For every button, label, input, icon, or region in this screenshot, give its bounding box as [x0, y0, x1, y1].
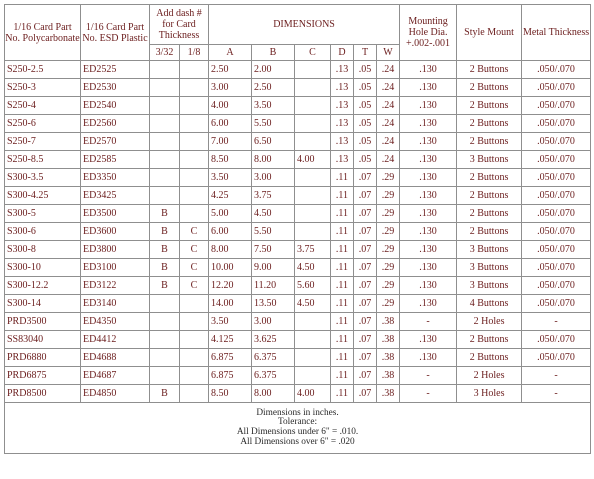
part-esd-cell: ED2560	[81, 115, 150, 133]
dim-d-cell: .11	[331, 223, 354, 241]
table-row	[5, 187, 591, 205]
metal-thickness-cell: -	[522, 385, 591, 403]
mounting-hole-cell: -	[400, 367, 457, 385]
mounting-hole-cell: -	[400, 385, 457, 403]
table-row	[5, 349, 591, 367]
dim-w-cell: .29	[377, 259, 400, 277]
dim-w-cell: .29	[377, 241, 400, 259]
dim-d-cell: .11	[331, 205, 354, 223]
table-row	[5, 331, 591, 349]
dim-d-cell: .13	[331, 151, 354, 169]
footnote-tolerance-over: All Dimensions over 6" = .020	[240, 436, 355, 447]
mounting-hole-cell: .130	[400, 349, 457, 367]
part-esd-cell: ED4688	[81, 349, 150, 367]
dim-d-cell: .11	[331, 259, 354, 277]
dim-t-cell: .07	[354, 277, 377, 295]
style-mount-cell: 3 Buttons	[457, 241, 522, 259]
dash-3-32-cell	[150, 313, 180, 331]
dim-a-cell: 4.125	[209, 331, 252, 349]
dim-t-cell: .07	[354, 295, 377, 313]
part-esd-cell: ED3122	[81, 277, 150, 295]
style-mount-cell: 3 Buttons	[457, 259, 522, 277]
dim-w-cell: .38	[377, 349, 400, 367]
part-esd-cell: ED2570	[81, 133, 150, 151]
dim-b-cell: 2.50	[252, 79, 295, 97]
dash-3-32-cell	[150, 169, 180, 187]
dim-w-cell: .29	[377, 277, 400, 295]
dim-t-cell: .07	[354, 223, 377, 241]
table-row	[5, 295, 591, 313]
part-esd-cell: ED2585	[81, 151, 150, 169]
part-polycarbonate-cell: S250-7	[5, 133, 81, 151]
style-mount-cell: 2 Holes	[457, 313, 522, 331]
dim-d-cell: .11	[331, 367, 354, 385]
part-polycarbonate-cell: PRD8500	[5, 385, 81, 403]
dim-t-cell: .07	[354, 241, 377, 259]
dim-a-cell: 6.00	[209, 115, 252, 133]
dim-a-cell: 4.00	[209, 97, 252, 115]
part-polycarbonate-cell: PRD6880	[5, 349, 81, 367]
metal-thickness-cell: .050/.070	[522, 349, 591, 367]
dash-3-32-cell	[150, 79, 180, 97]
header-style-mount: Style Mount	[457, 5, 522, 61]
table-row	[5, 133, 591, 151]
part-esd-cell: ED4350	[81, 313, 150, 331]
part-polycarbonate-cell: PRD6875	[5, 367, 81, 385]
part-polycarbonate-cell: S250-8.5	[5, 151, 81, 169]
header-add-dash: Add dash # for Card Thickness	[150, 5, 209, 45]
table-row	[5, 115, 591, 133]
dim-w-cell: .24	[377, 79, 400, 97]
mounting-hole-cell: .130	[400, 115, 457, 133]
part-polycarbonate-cell: PRD3500	[5, 313, 81, 331]
dim-w-cell: .29	[377, 223, 400, 241]
part-esd-cell: ED2540	[81, 97, 150, 115]
dash-1-8-cell	[180, 169, 209, 187]
dim-t-cell: .07	[354, 385, 377, 403]
dim-c-cell	[295, 115, 331, 133]
metal-thickness-cell: -	[522, 313, 591, 331]
dash-3-32-cell: B	[150, 241, 180, 259]
dim-b-cell: 13.50	[252, 295, 295, 313]
dash-1-8-cell	[180, 61, 209, 79]
dim-d-cell: .11	[331, 331, 354, 349]
dim-t-cell: .07	[354, 187, 377, 205]
dim-w-cell: .38	[377, 367, 400, 385]
dim-c-cell	[295, 205, 331, 223]
dim-a-cell: 2.50	[209, 61, 252, 79]
dim-b-cell: 7.50	[252, 241, 295, 259]
part-polycarbonate-cell: S300-8	[5, 241, 81, 259]
metal-thickness-cell: .050/.070	[522, 331, 591, 349]
dash-1-8-cell	[180, 313, 209, 331]
dim-d-cell: .13	[331, 115, 354, 133]
dim-b-cell: 3.50	[252, 97, 295, 115]
part-esd-cell: ED4687	[81, 367, 150, 385]
dash-1-8-cell	[180, 367, 209, 385]
dim-c-cell: 4.50	[295, 259, 331, 277]
footnote-tolerance-label: Tolerance:	[277, 417, 318, 428]
mounting-hole-cell: .130	[400, 97, 457, 115]
table-row	[5, 385, 591, 403]
header-dim-w: W	[377, 45, 400, 61]
mounting-hole-cell: .130	[400, 79, 457, 97]
dim-b-cell: 4.50	[252, 205, 295, 223]
part-polycarbonate-cell: S300-6	[5, 223, 81, 241]
header-dimensions: DIMENSIONS	[209, 5, 400, 45]
dim-t-cell: .07	[354, 169, 377, 187]
metal-thickness-cell: .050/.070	[522, 133, 591, 151]
dim-b-cell: 6.375	[252, 367, 295, 385]
dim-w-cell: .24	[377, 97, 400, 115]
dim-b-cell: 3.00	[252, 313, 295, 331]
style-mount-cell: 3 Buttons	[457, 151, 522, 169]
dim-b-cell: 11.20	[252, 277, 295, 295]
dim-w-cell: .29	[377, 295, 400, 313]
metal-thickness-cell: .050/.070	[522, 241, 591, 259]
mounting-hole-cell: .130	[400, 295, 457, 313]
metal-thickness-cell: .050/.070	[522, 295, 591, 313]
style-mount-cell: 3 Holes	[457, 385, 522, 403]
dim-a-cell: 3.50	[209, 313, 252, 331]
dim-c-cell: 4.50	[295, 295, 331, 313]
dim-a-cell: 12.20	[209, 277, 252, 295]
dim-a-cell: 3.00	[209, 79, 252, 97]
dash-1-8-cell	[180, 151, 209, 169]
table-row	[5, 97, 591, 115]
dim-b-cell: 2.00	[252, 61, 295, 79]
dim-a-cell: 8.50	[209, 385, 252, 403]
part-esd-cell: ED4412	[81, 331, 150, 349]
mounting-hole-cell: .130	[400, 169, 457, 187]
dim-c-cell	[295, 169, 331, 187]
dim-t-cell: .07	[354, 205, 377, 223]
dim-w-cell: .29	[377, 187, 400, 205]
dash-3-32-cell: B	[150, 277, 180, 295]
dash-3-32-cell	[150, 295, 180, 313]
part-polycarbonate-cell: S250-2.5	[5, 61, 81, 79]
mounting-hole-cell: .130	[400, 241, 457, 259]
dash-3-32-cell: B	[150, 223, 180, 241]
metal-thickness-cell: .050/.070	[522, 169, 591, 187]
dim-a-cell: 10.00	[209, 259, 252, 277]
dash-1-8-cell	[180, 187, 209, 205]
dash-3-32-cell	[150, 61, 180, 79]
style-mount-cell: 2 Buttons	[457, 61, 522, 79]
dim-b-cell: 8.00	[252, 151, 295, 169]
part-polycarbonate-cell: S250-4	[5, 97, 81, 115]
dim-d-cell: .11	[331, 169, 354, 187]
dim-w-cell: .24	[377, 151, 400, 169]
metal-thickness-cell: .050/.070	[522, 115, 591, 133]
dim-c-cell: 5.60	[295, 277, 331, 295]
style-mount-cell: 2 Buttons	[457, 115, 522, 133]
dim-w-cell: .38	[377, 385, 400, 403]
header-metal-thickness: Metal Thickness	[522, 5, 591, 61]
table-row	[5, 313, 591, 331]
mounting-hole-cell: .130	[400, 61, 457, 79]
metal-thickness-cell: .050/.070	[522, 79, 591, 97]
dim-d-cell: .11	[331, 241, 354, 259]
dim-d-cell: .11	[331, 313, 354, 331]
table-row	[5, 259, 591, 277]
style-mount-cell: 2 Buttons	[457, 97, 522, 115]
table-row	[5, 205, 591, 223]
dim-t-cell: .05	[354, 133, 377, 151]
dash-3-32-cell	[150, 187, 180, 205]
dash-3-32-cell	[150, 349, 180, 367]
dash-1-8-cell	[180, 205, 209, 223]
footnote-units: Dimensions in inches.	[256, 407, 339, 418]
table-footnote	[5, 403, 591, 454]
parts-table	[4, 4, 591, 454]
dim-a-cell: 6.00	[209, 223, 252, 241]
dim-w-cell: .24	[377, 133, 400, 151]
dim-t-cell: .07	[354, 367, 377, 385]
dash-1-8-cell: C	[180, 223, 209, 241]
header-mounting-hole: Mounting Hole Dia. +.002-.001	[400, 5, 457, 61]
header-polycarbonate: 1/16 Card Part No. Polycarbonate	[5, 5, 81, 61]
dim-c-cell	[295, 331, 331, 349]
dim-c-cell	[295, 313, 331, 331]
dim-t-cell: .05	[354, 97, 377, 115]
dash-1-8-cell	[180, 331, 209, 349]
dim-w-cell: .29	[377, 169, 400, 187]
dash-1-8-cell: C	[180, 259, 209, 277]
metal-thickness-cell: .050/.070	[522, 97, 591, 115]
dim-a-cell: 7.00	[209, 133, 252, 151]
metal-thickness-cell: .050/.070	[522, 205, 591, 223]
dim-a-cell: 4.25	[209, 187, 252, 205]
part-polycarbonate-cell: S300-4.25	[5, 187, 81, 205]
header-dim-d: D	[331, 45, 354, 61]
dim-a-cell: 3.50	[209, 169, 252, 187]
footnote-tolerance-under: All Dimensions under 6" = .010.	[236, 427, 359, 437]
dim-a-cell: 5.00	[209, 205, 252, 223]
dash-1-8-cell	[180, 133, 209, 151]
part-esd-cell: ED3500	[81, 205, 150, 223]
dim-c-cell	[295, 187, 331, 205]
part-esd-cell: ED3425	[81, 187, 150, 205]
part-polycarbonate-cell: S300-12.2	[5, 277, 81, 295]
style-mount-cell: 2 Buttons	[457, 169, 522, 187]
table-row	[5, 169, 591, 187]
part-esd-cell: ED3600	[81, 223, 150, 241]
table-row	[5, 223, 591, 241]
part-esd-cell: ED3350	[81, 169, 150, 187]
dim-d-cell: .11	[331, 277, 354, 295]
dim-d-cell: .11	[331, 385, 354, 403]
part-esd-cell: ED3800	[81, 241, 150, 259]
dash-1-8-cell: C	[180, 277, 209, 295]
mounting-hole-cell: -	[400, 313, 457, 331]
dim-b-cell: 9.00	[252, 259, 295, 277]
metal-thickness-cell: .050/.070	[522, 187, 591, 205]
part-polycarbonate-cell: S300-14	[5, 295, 81, 313]
dash-1-8-cell: C	[180, 241, 209, 259]
dash-3-32-cell	[150, 331, 180, 349]
style-mount-cell: 2 Holes	[457, 367, 522, 385]
metal-thickness-cell: .050/.070	[522, 151, 591, 169]
style-mount-cell: 2 Buttons	[457, 331, 522, 349]
dash-1-8-cell	[180, 295, 209, 313]
table-row	[5, 61, 591, 79]
style-mount-cell: 4 Buttons	[457, 295, 522, 313]
header-esd-plastic: 1/16 Card Part No. ESD Plastic	[81, 5, 150, 61]
dim-w-cell: .38	[377, 313, 400, 331]
header-3-32: 3/32	[150, 45, 180, 61]
table-row	[5, 367, 591, 385]
dim-d-cell: .13	[331, 79, 354, 97]
dim-c-cell	[295, 367, 331, 385]
dim-b-cell: 6.375	[252, 349, 295, 367]
dash-3-32-cell: B	[150, 205, 180, 223]
header-dim-t: T	[354, 45, 377, 61]
dim-t-cell: .07	[354, 259, 377, 277]
dim-c-cell	[295, 97, 331, 115]
table-row	[5, 79, 591, 97]
dim-b-cell: 5.50	[252, 115, 295, 133]
dim-t-cell: .05	[354, 61, 377, 79]
part-esd-cell: ED2530	[81, 79, 150, 97]
dim-d-cell: .11	[331, 349, 354, 367]
dim-c-cell	[295, 61, 331, 79]
mounting-hole-cell: .130	[400, 187, 457, 205]
dim-t-cell: .05	[354, 79, 377, 97]
dim-d-cell: .11	[331, 187, 354, 205]
dash-1-8-cell	[180, 349, 209, 367]
mounting-hole-cell: .130	[400, 277, 457, 295]
mounting-hole-cell: .130	[400, 205, 457, 223]
dash-1-8-cell	[180, 79, 209, 97]
dash-1-8-cell	[180, 115, 209, 133]
dim-t-cell: .05	[354, 115, 377, 133]
dim-b-cell: 3.75	[252, 187, 295, 205]
header-dim-c: C	[295, 45, 331, 61]
dim-b-cell: 5.50	[252, 223, 295, 241]
part-polycarbonate-cell: SS83040	[5, 331, 81, 349]
style-mount-cell: 2 Buttons	[457, 223, 522, 241]
dim-b-cell: 3.625	[252, 331, 295, 349]
dim-a-cell: 8.50	[209, 151, 252, 169]
dim-a-cell: 6.875	[209, 349, 252, 367]
dim-c-cell	[295, 349, 331, 367]
metal-thickness-cell: -	[522, 367, 591, 385]
part-polycarbonate-cell: S300-5	[5, 205, 81, 223]
header-1-8: 1/8	[180, 45, 209, 61]
dash-3-32-cell	[150, 367, 180, 385]
style-mount-cell: 2 Buttons	[457, 349, 522, 367]
dim-a-cell: 6.875	[209, 367, 252, 385]
mounting-hole-cell: .130	[400, 133, 457, 151]
dim-c-cell: 3.75	[295, 241, 331, 259]
part-esd-cell: ED2525	[81, 61, 150, 79]
dim-c-cell	[295, 223, 331, 241]
table-row	[5, 277, 591, 295]
part-polycarbonate-cell: S250-6	[5, 115, 81, 133]
header-dim-a: A	[209, 45, 252, 61]
dim-w-cell: .24	[377, 61, 400, 79]
dim-c-cell: 4.00	[295, 151, 331, 169]
style-mount-cell: 2 Buttons	[457, 133, 522, 151]
mounting-hole-cell: .130	[400, 331, 457, 349]
metal-thickness-cell: .050/.070	[522, 223, 591, 241]
dim-b-cell: 6.50	[252, 133, 295, 151]
dim-w-cell: .24	[377, 115, 400, 133]
dim-c-cell: 4.00	[295, 385, 331, 403]
metal-thickness-cell: .050/.070	[522, 277, 591, 295]
dash-1-8-cell	[180, 97, 209, 115]
metal-thickness-cell: .050/.070	[522, 259, 591, 277]
mounting-hole-cell: .130	[400, 223, 457, 241]
dash-3-32-cell	[150, 97, 180, 115]
dim-w-cell: .38	[377, 331, 400, 349]
part-polycarbonate-cell: S300-3.5	[5, 169, 81, 187]
part-esd-cell: ED4850	[81, 385, 150, 403]
style-mount-cell: 2 Buttons	[457, 187, 522, 205]
dim-c-cell	[295, 79, 331, 97]
dim-d-cell: .13	[331, 133, 354, 151]
style-mount-cell: 3 Buttons	[457, 277, 522, 295]
mounting-hole-cell: .130	[400, 151, 457, 169]
dim-b-cell: 8.00	[252, 385, 295, 403]
dash-3-32-cell	[150, 115, 180, 133]
part-esd-cell: ED3140	[81, 295, 150, 313]
mounting-hole-cell: .130	[400, 259, 457, 277]
dim-t-cell: .07	[354, 313, 377, 331]
dim-a-cell: 8.00	[209, 241, 252, 259]
parts-table-body	[5, 61, 591, 403]
header-dim-b: B	[252, 45, 295, 61]
metal-thickness-cell: .050/.070	[522, 61, 591, 79]
dash-3-32-cell: B	[150, 385, 180, 403]
parts-table-container	[4, 4, 591, 454]
dim-a-cell: 14.00	[209, 295, 252, 313]
dim-d-cell: .13	[331, 61, 354, 79]
dim-t-cell: .07	[354, 331, 377, 349]
table-row	[5, 151, 591, 169]
style-mount-cell: 2 Buttons	[457, 205, 522, 223]
dim-c-cell	[295, 133, 331, 151]
dim-w-cell: .29	[377, 205, 400, 223]
dim-d-cell: .11	[331, 295, 354, 313]
dash-1-8-cell	[180, 385, 209, 403]
dim-b-cell: 3.00	[252, 169, 295, 187]
part-esd-cell: ED3100	[81, 259, 150, 277]
part-polycarbonate-cell: S250-3	[5, 79, 81, 97]
dim-t-cell: .07	[354, 349, 377, 367]
style-mount-cell: 2 Buttons	[457, 79, 522, 97]
dim-t-cell: .05	[354, 151, 377, 169]
dim-d-cell: .13	[331, 97, 354, 115]
dash-3-32-cell	[150, 133, 180, 151]
dash-3-32-cell	[150, 151, 180, 169]
table-row	[5, 241, 591, 259]
dash-3-32-cell: B	[150, 259, 180, 277]
part-polycarbonate-cell: S300-10	[5, 259, 81, 277]
